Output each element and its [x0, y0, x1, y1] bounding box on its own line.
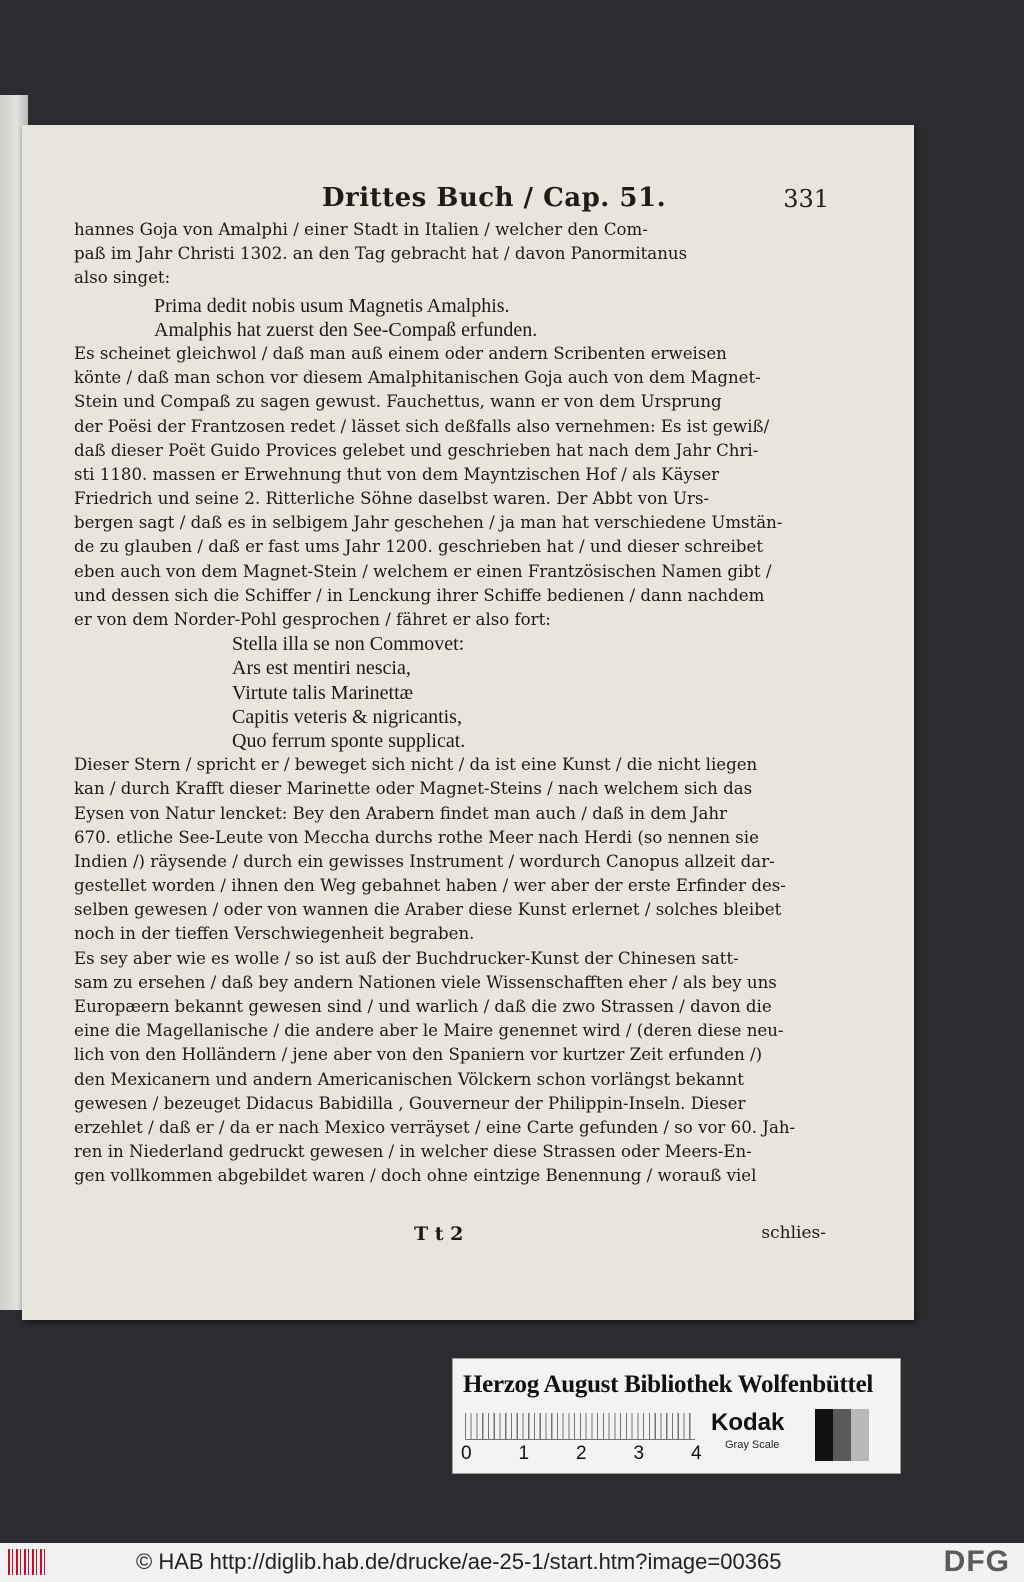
gray-patch [869, 1409, 887, 1461]
copyright-link[interactable]: © HAB http://diglib.hab.de/drucke/ae-25-1/start.htm?image=00365 [136, 1549, 782, 1574]
text-line: Es sey aber wie es wolle / so ist auß der Buchdrucker-Kunst der Chinesen satt- [74, 948, 739, 968]
text-line: Dieser Stern / spricht er / beweget sich nicht / da ist eine Kunst / die nicht liegen [74, 755, 758, 775]
kodak-logo: Kodak [711, 1409, 785, 1436]
gray-patch [833, 1409, 851, 1461]
text-line: könte / daß man schon vor diesem Amalphitanischen Goja auch von dem Magnet- [74, 368, 761, 388]
text-line: also singet: [74, 268, 171, 288]
catchword: schlies- [761, 1223, 826, 1243]
text-line: lich von den Holländern / jene aber von den Spaniern vor kurtzer Zeit erfunden /) [74, 1045, 763, 1065]
text-line: Eysen von Natur lencket: Bey den Arabern findet man auch / daß in dem Jahr [74, 803, 728, 823]
barcode-icon [8, 1549, 48, 1575]
text-line: eben auch von dem Magnet-Stein / welchem er einen Frantzösischen Namen gibt / [74, 561, 772, 581]
text-line: ren in Niederland gedruckt gewesen / in welcher diese Strassen oder Meers-En- [74, 1142, 752, 1162]
text-line: erzehlet / daß er / da er nach Mexico verräyset / eine Carte gefunden / so vor 60. Jah- [74, 1117, 796, 1137]
dfg-logo: DFG [943, 1545, 1010, 1578]
text-line: Indien /) räysende / durch ein gewisses Instrument / wordurch Canopus allzeit dar- [74, 851, 775, 871]
text-line: eine die Magellanische / die andere aber le Maire genennet wird / (deren diese neu- [74, 1021, 784, 1041]
library-name: Herzog August Bibliothek Wolfenbüttel [463, 1371, 874, 1398]
text-line: 670. etliche See-Leute von Meccha durchs rothe Meer nach Herdi (so nennen sie [74, 827, 759, 847]
ruler [465, 1413, 695, 1440]
text-line: sam zu ersehen / daß bey andern Nationen viele Wissenschafften eher / als bey uns [74, 972, 777, 992]
text-line: hannes Goja von Amalphi / einer Stadt in Italien / welcher den Com- [74, 220, 648, 239]
ruler-number: 1 [518, 1443, 530, 1464]
text-line: paß im Jahr Christi 1302. an den Tag gebracht hat / davon Panormitanus [74, 244, 688, 264]
text-line: de zu glauben / daß er fast ums Jahr 1200. geschrieben hat / und dieser schreibet [74, 537, 764, 557]
ruler-number: 2 [576, 1443, 587, 1464]
body-text [74, 218, 844, 1189]
text-line: gestellet worden / ihnen den Weg gebahnet haben / wer aber der erste Erfinder des- [74, 876, 786, 896]
text-line: der Poësi der Frantzosen redet / lässet sich deßfalls also vernehmen: Es ist gewiß/ [74, 416, 770, 436]
book-page [22, 125, 914, 1320]
text-line: Es scheinet gleichwol / daß man auß einem oder andern Scribenten erweisen [74, 343, 727, 363]
gray-patch [851, 1409, 869, 1461]
text-line: Prima dedit nobis usum Magnetis Amalphis. [154, 294, 510, 317]
text-line: er von dem Norder-Pohl gesprochen / fähret er also fort: [74, 610, 551, 629]
ruler-number: 4 [691, 1443, 702, 1464]
text-line: Stella illa se non Commovet: [232, 633, 465, 656]
page-footer [74, 1223, 826, 1249]
color-scale-card [452, 1358, 901, 1474]
ruler-number: 3 [633, 1443, 645, 1464]
signature-mark: T t 2 [414, 1223, 464, 1245]
text-line: und dessen sich die Schiffer / in Lenckung ihrer Schiffe bedienen / dann nachdem [74, 585, 765, 605]
gray-patches [815, 1409, 887, 1461]
text-line: gen vollkommen abgebildet waren / doch ohne eintzige Benennung / worauß viel [74, 1166, 757, 1186]
text-line: den Mexicanern und andern Americanischen Völckern schon vorlängst bekannt [74, 1069, 744, 1089]
kodak-subtitle: Gray Scale [725, 1439, 780, 1451]
text-line: daß dieser Poët Guido Provices gelebet und geschrieben hat nach dem Jahr Chri- [74, 440, 759, 460]
page-header [82, 183, 829, 219]
gray-patch [815, 1409, 833, 1461]
ruler-number: 0 [461, 1443, 472, 1464]
text-line: Friedrich und seine 2. Ritterliche Söhne daselbst waren. Der Abbt von Urs- [74, 489, 710, 509]
text-line: Capitis veteris & nigricantis, [232, 705, 462, 728]
text-line: Virtute talis Marinettæ [232, 681, 413, 704]
text-line: kan / durch Krafft dieser Marinette oder Magnet-Steins / nach welchem sich das [74, 779, 753, 799]
footer-bar [0, 1543, 1024, 1582]
text-line: gewesen / bezeuget Didacus Babidilla , Gouverneur der Philippin-Inseln. Dieser [74, 1093, 746, 1113]
text-line: selben gewesen / oder von wannen die Araber diese Kunst erlernet / solches bleibet [74, 900, 782, 920]
running-head: Drittes Buch / Cap. 51. [322, 183, 667, 213]
text-line: Amalphis hat zuerst den See-Compaß erfunden. [154, 318, 538, 341]
text-line: Quo ferrum sponte supplicat. [232, 729, 466, 752]
text-line: sti 1180. massen er Erwehnung thut von dem Mayntzischen Hof / als Käyser [74, 464, 720, 484]
page-number: 331 [783, 185, 829, 213]
text-line: Europæern bekannt gewesen sind / und warlich / daß die zwo Strassen / davon die [74, 997, 772, 1016]
text-line: Stein und Compaß zu sagen gewust. Fauchettus, wann er von dem Ursprung [74, 392, 722, 412]
text-line: bergen sagt / daß es in selbigem Jahr geschehen / ja man hat verschiedene Umstän- [74, 513, 783, 533]
text-line: Ars est mentiri nescia, [232, 657, 411, 680]
text-line: noch in der tieffen Verschwiegenheit begraben. [74, 924, 475, 944]
